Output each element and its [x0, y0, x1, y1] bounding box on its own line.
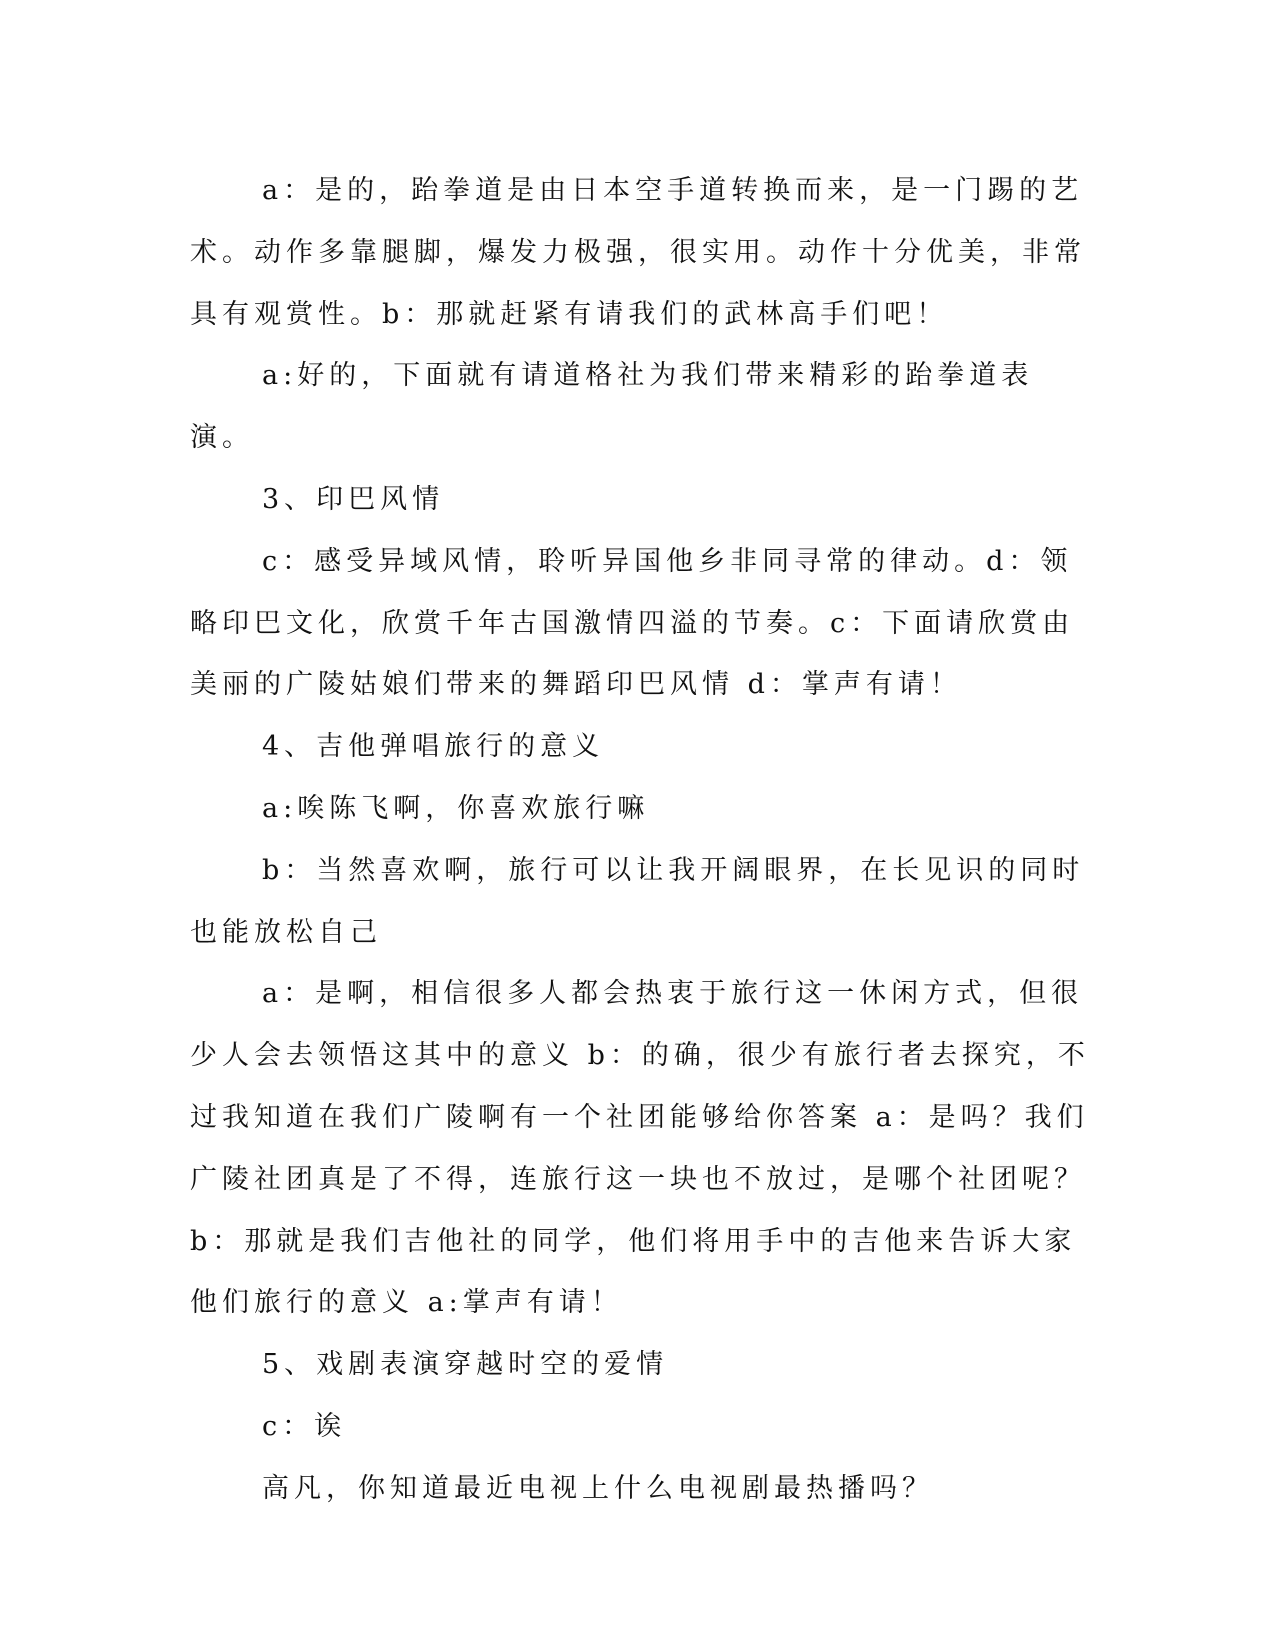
document-page: [190, 160, 1090, 1520]
paragraph-taekwondo-intro: a：是的，跆拳道是由日本空手道转换而来，是一门踢的艺术。动作多靠腿脚，爆发力极强，很实用。动作十分优美，非常具有观赏性。b：那就赶紧有请我们的武林高手们吧！: [190, 175, 1086, 330]
paragraph-drama-start: c：诶: [262, 1410, 347, 1442]
paragraph-guitar-club: a：是啊，相信很多人都会热衷于旅行这一休闲方式，但很少人会去领悟这其中的意义 b：的确，很少有旅行者去探究，不过我知道在我们广陵啊有一个社团能够给你答案 a：是吗？我们广陵社团真是了不得，连旅行这一块也不放过，是哪个社团呢？b：那就是我们吉他社的同学，他们将用手中的吉他来告诉大家他们旅行的意义 a:掌声有请！: [190, 978, 1090, 1319]
paragraph-travel-question: a:唉陈飞啊，你喜欢旅行嘛: [262, 792, 650, 824]
paragraph-taekwondo-invite: a:好的，下面就有请道格社为我们带来精彩的跆拳道表演。: [190, 360, 1034, 454]
paragraph-drama-question: 高凡，你知道最近电视上什么电视剧最热播吗？: [262, 1472, 934, 1504]
section-heading-5: 5、戏剧表演穿越时空的爱情: [262, 1349, 669, 1381]
section-heading-3: 3、印巴风情: [262, 483, 445, 515]
section-heading-4: 4、吉他弹唱旅行的意义: [262, 731, 605, 763]
paragraph-indo-pak-dance: c：感受异域风情，聆听异国他乡非同寻常的律动。d：领略印巴文化，欣赏千年古国激情四溢的节奏。c：下面请欣赏由美丽的广陵姑娘们带来的舞蹈印巴风情 d：掌声有请！: [190, 545, 1075, 701]
paragraph-travel-answer: b：当然喜欢啊，旅行可以让我开阔眼界，在长见识的同时也能放松自己: [190, 854, 1085, 948]
